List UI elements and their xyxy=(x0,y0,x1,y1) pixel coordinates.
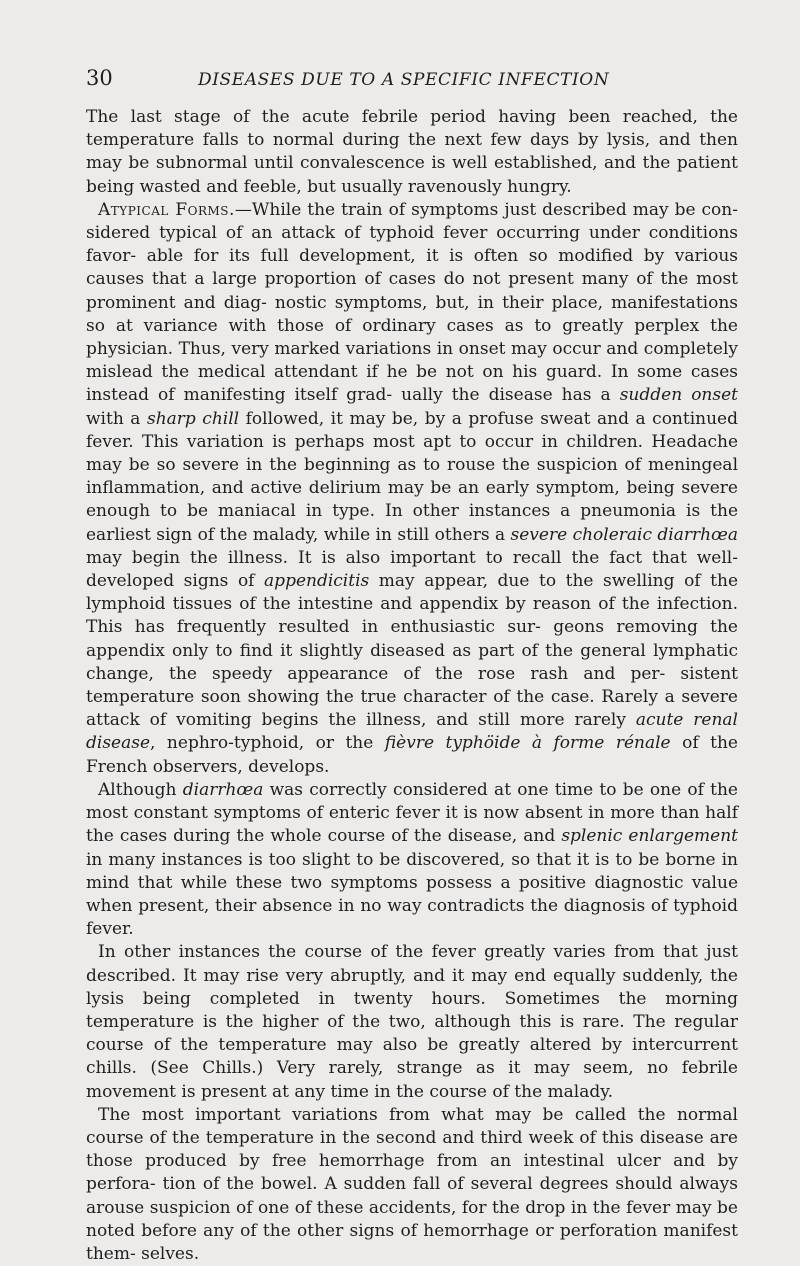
term-diarrhoea: diarrhœa xyxy=(182,779,264,800)
paragraph-diarrhoea: Although diarrhœa was correctly considered at one time to be one of the most constant symptoms of enteric fever it is now absent in more than half the cases during the whole course of the disease, and splenic enlargement in many instances is too slight to be discovered, so that it is to be borne in mind that while these two symptoms possess a positive diagnostic value when present, their absence in no way contradicts the diagnosis of typhoid fever. xyxy=(86,779,738,940)
body-text xyxy=(86,106,738,1266)
paragraph-fever-course: In other instances the course of the fever greatly varies from that just described. It may rise very abruptly, and it may end equally suddenly, the lysis being completed in twenty hours. Sometimes the morning temperature is the higher of the two, although this is rare. The regular course of the temperature may also be greatly altered by intercurrent chills. (See Chills.) Very rarely, strange as it may seem, no febrile movement is present at any time in the course of the malady. xyxy=(86,942,738,1102)
paragraph-atypical-forms: Atypical Forms.—While the train of symptoms just described may be con- sidered typical of an attack of typhoid fever occurring under conditions favor- able for its full development, it is often so modified by various causes that a large proportion of cases do not present many of the most prominent and diag- nostic symptoms, but, in their place, manifestations so at variance with those of ordinary cases as to greatly perplex the physician. Thus, very marked variations in onset may occur and completely mislead the medical attendant if he be not on his guard. In some cases instead of manifesting itself grad- ually the disease has a sudden onset with a sharp chill followed, it may be, by a profuse sweat and a continued fever. This variation is perhaps most apt to occur in children. Headache may be so severe in the beginning as to rouse the suspicion of meningeal inflammation, and active delirium may be an early symptom, being severe enough to be maniacal in type. In other instances a pneumonia is the earliest sign of the malady, while in still others a severe choleraic diarrhœa may begin the illness. It is also important to recall the fact that well-developed signs of appendicitis may appear, due to the swelling of the lymphoid tissues of the intestine and appendix by reason of the infection. This has frequently resulted in enthusiastic sur- geons removing the appendix only to find it slightly diseased as part of the general lymphatic change, the speedy appearance of the rose rash and per- sistent temperature soon showing the true character of the case. Rarely a severe attack of vomiting begins the illness, and still more rarely acute renal disease, nephro-typhoid, or the fièvre typhöide à forme rénale of the French observers, develops. xyxy=(86,199,739,777)
term-fievre-typhoide: fièvre typhöide à forme rénale xyxy=(384,733,671,754)
section-heading-atypical-forms: Atypical Forms. xyxy=(98,199,235,220)
term-sharp-chill: sharp chill xyxy=(146,408,240,429)
term-appendicitis: appendicitis xyxy=(264,571,370,592)
paragraph-temperature-variations: The most important variations from what may be called the normal course of the temperature in the second and third week of this disease are those produced by free hemorrhage from an intestinal ulcer and by perfora- tion of the bowel. A sudden fall of several degrees should always arouse suspicion of one of these accidents, for the drop in the fever may be noted before any of the other signs of hemorrhage or perforation manifest them- selves. xyxy=(86,1104,738,1264)
term-choleraic-diarrhoea: severe choleraic diarrhœa xyxy=(510,524,739,545)
page-number: 30 xyxy=(86,66,113,90)
term-acute-renal-disease: acute renal disease xyxy=(86,710,738,754)
paragraph-lysis: The last stage of the acute febrile period having been reached, the temperature falls to normal during the next few days by lysis, and then may be subnormal until convalescence is well established, and the patient being wasted and feeble, but usually ravenously hungry. xyxy=(86,107,738,197)
running-head: DISEASES DUE TO A SPECIFIC INFECTION xyxy=(198,70,610,90)
term-splenic-enlargement: splenic enlargement xyxy=(561,826,738,847)
term-sudden-onset: sudden onset xyxy=(619,385,738,406)
page-header xyxy=(86,66,738,102)
